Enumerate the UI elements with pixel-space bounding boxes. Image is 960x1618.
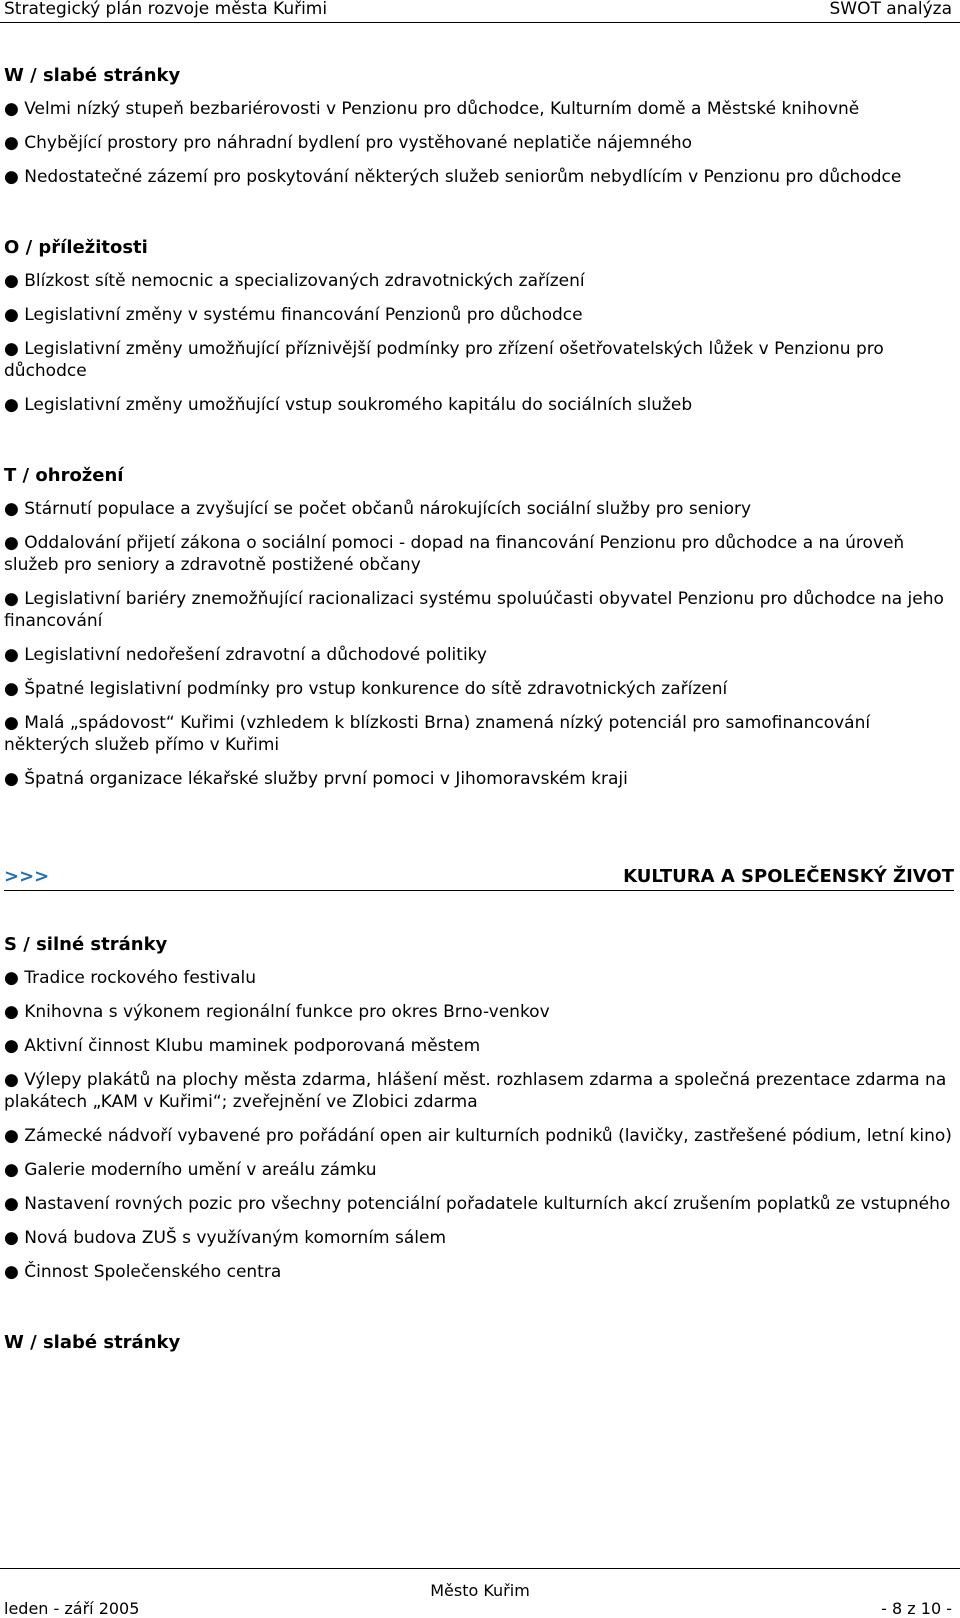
section-heading: KULTURA A SPOLEČENSKÝ ŽIVOT xyxy=(623,866,954,887)
section-title: S / silné stránky xyxy=(4,934,168,955)
bullet-icon: ● xyxy=(4,713,19,733)
list-item-text: Chybějící prostory pro náhradní bydlení pro vystěhované neplatiče nájemného xyxy=(24,133,693,153)
list-item xyxy=(4,1069,954,1113)
list-item xyxy=(4,132,954,154)
list-item xyxy=(4,1035,954,1057)
list-item-text: Oddalování přijetí zákona o sociální pomoci - dopad na financování Penzionu pro důchodce a na úroveň služeb pro seniory a zdravotně postižené občany xyxy=(4,533,905,575)
list-item-text: Blízkost sítě nemocnic a specializovaných zdravotnických zařízení xyxy=(24,271,585,291)
bullet-icon: ● xyxy=(4,395,19,415)
list-item xyxy=(4,768,954,790)
page-footer xyxy=(0,1568,960,1618)
list-item xyxy=(4,1227,954,1249)
list-item xyxy=(4,394,954,416)
page-number: - 8 z 10 - xyxy=(881,1599,952,1618)
bullet-icon: ● xyxy=(4,769,19,789)
list-item xyxy=(4,1001,954,1023)
list-item xyxy=(4,1261,954,1283)
list-item xyxy=(4,1125,954,1147)
list-item xyxy=(4,338,954,382)
bullet-icon: ● xyxy=(4,1126,19,1146)
bullet-icon: ● xyxy=(4,167,19,187)
list-item xyxy=(4,532,954,576)
bullet-icon: ● xyxy=(4,1228,19,1248)
bullet-icon: ● xyxy=(4,1036,19,1056)
bullet-icon: ● xyxy=(4,133,19,153)
bullet-icon: ● xyxy=(4,533,19,553)
list-item-text: Nová budova ZUŠ s využívaným komorním sálem xyxy=(24,1228,447,1248)
bullet-icon: ● xyxy=(4,645,19,665)
bullet-icon: ● xyxy=(4,968,19,988)
list-item xyxy=(4,1159,954,1181)
section-title: W / slabé stránky xyxy=(4,65,181,86)
list-item-text: Aktivní činnost Klubu maminek podporovaná městem xyxy=(24,1036,481,1056)
bullet-icon: ● xyxy=(4,589,19,609)
section-strengths-culture xyxy=(4,933,954,1283)
bullet-icon: ● xyxy=(4,1070,19,1090)
list-item-text: Špatná organizace lékařské služby první pomoci v Jihomoravském kraji xyxy=(24,769,628,789)
bullet-icon: ● xyxy=(4,339,19,359)
bullet-icon: ● xyxy=(4,1262,19,1282)
list-item xyxy=(4,1193,954,1215)
document-section: SWOT analýza xyxy=(829,0,952,19)
bullet-icon: ● xyxy=(4,271,19,291)
list-item xyxy=(4,498,954,520)
list-item-text: Legislativní změny umožňující příznivější podmínky pro zřízení ošetřovatelských lůžek v Penzionu pro důchodce xyxy=(4,339,884,381)
bullet-icon: ● xyxy=(4,1002,19,1022)
list-item-text: Stárnutí populace a zvyšující se počet občanů nárokujících sociální služby pro seniory xyxy=(24,499,752,519)
list-item-text: Tradice rockového festivalu xyxy=(24,968,257,988)
section-threats-health xyxy=(4,464,954,790)
list-item xyxy=(4,166,954,188)
bullet-icon: ● xyxy=(4,679,19,699)
section-weaknesses-health xyxy=(4,64,954,188)
bullet-icon: ● xyxy=(4,305,19,325)
list-item-text: Zámecké nádvoří vybavené pro pořádání open air kulturních podniků (lavičky, zastřešené pódium, letní kino) xyxy=(24,1126,952,1146)
bullet-icon: ● xyxy=(4,499,19,519)
list-item xyxy=(4,98,954,120)
list-item-text: Malá „spádovost“ Kuřimi (vzhledem k blízkosti Brna) znamená nízký potenciál pro samofinancování některých služeb přímo v Kuřimi xyxy=(4,713,871,755)
section-opportunities-health xyxy=(4,236,954,416)
section-weaknesses-culture xyxy=(4,1331,954,1355)
section-title: O / příležitosti xyxy=(4,237,148,258)
list-item-text: Galerie moderního umění v areálu zámku xyxy=(24,1160,377,1180)
list-item-text: Nedostatečné zázemí pro poskytování některých služeb seniorům nebydlícím v Penzionu pro důchodce xyxy=(24,167,902,187)
list-item xyxy=(4,678,954,700)
bullet-icon: ● xyxy=(4,1160,19,1180)
arrows-marker: >>> xyxy=(4,866,50,887)
page-header xyxy=(0,0,960,23)
list-item-text: Legislativní bariéry znemožňující racionalizaci systému spoluúčasti obyvatel Penzionu pro důchodce na jeho financování xyxy=(4,589,944,631)
list-item-text: Činnost Společenského centra xyxy=(24,1262,282,1282)
list-item xyxy=(4,644,954,666)
bullet-icon: ● xyxy=(4,99,19,119)
list-item xyxy=(4,967,954,989)
list-item-text: Legislativní změny umožňující vstup soukromého kapitálu do sociálních služeb xyxy=(24,395,693,415)
list-item-text: Legislativní změny v systému financování Penzionů pro důchodce xyxy=(24,305,583,325)
page-content xyxy=(4,64,954,1365)
list-item-text: Výlepy plakátů na plochy města zdarma, hlášení měst. rozhlasem zdarma a společná prezentace zdarma na plakátech „KAM v Kuřimi“; zveřejnění ve Zlobici zdarma xyxy=(4,1070,947,1112)
list-item-text: Legislativní nedořešení zdravotní a důchodové politiky xyxy=(24,645,487,665)
list-item-text: Knihovna s výkonem regionální funkce pro okres Brno-venkov xyxy=(24,1002,550,1022)
footer-date: leden - září 2005 xyxy=(4,1599,140,1618)
footer-city: Město Kuřim xyxy=(430,1581,530,1600)
document-title: Strategický plán rozvoje města Kuřimi xyxy=(4,0,328,19)
bullet-icon: ● xyxy=(4,1194,19,1214)
section-title: T / ohrožení xyxy=(4,465,124,486)
list-item xyxy=(4,712,954,756)
list-item xyxy=(4,304,954,326)
list-item xyxy=(4,270,954,292)
list-item-text: Špatné legislativní podmínky pro vstup konkurence do sítě zdravotnických zařízení xyxy=(24,679,728,699)
list-item-text: Velmi nízký stupeň bezbariérovosti v Penzionu pro důchodce, Kulturním domě a Městské knihovně xyxy=(24,99,860,119)
list-item xyxy=(4,588,954,632)
section-title: W / slabé stránky xyxy=(4,1332,181,1353)
section-divider xyxy=(4,862,954,891)
list-item-text: Nastavení rovných pozic pro všechny potenciální pořadatele kulturních akcí zrušením poplatků ze vstupného xyxy=(24,1194,951,1214)
